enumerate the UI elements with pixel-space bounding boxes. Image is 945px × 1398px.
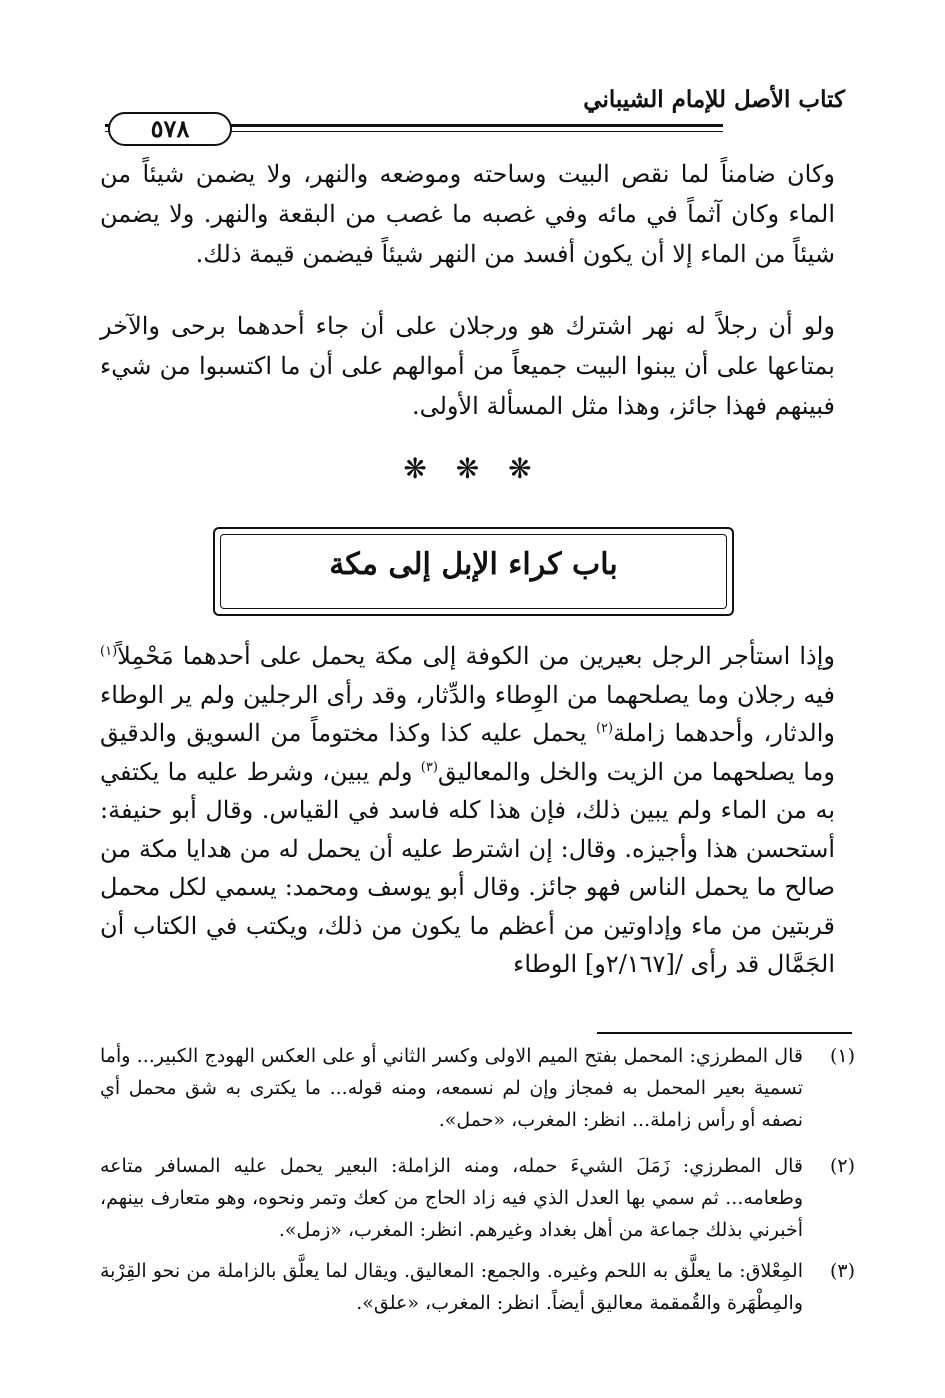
section-separator-ornament: ❋ ❋ ❋ [403,452,542,485]
running-title: كتاب الأصل للإمام الشيباني [583,86,845,113]
footnote-2 [100,1150,855,1246]
chapter-heading-frame [213,527,734,616]
footnote-number: (١) [829,1045,855,1067]
footnote-3 [100,1255,855,1319]
chapter-title: باب كراء الإبل إلى مكة [329,547,618,582]
footnote-text: قال المطرزي: المحمل بفتح الميم الاولى وكسر الثاني أو على العكس الهودج الكبير... وأما تسمية بعير المحمل به فمجاز وإن لم نسمعه، ومنه قوله... ما يكترى به شق محمل أي نصفه أو رأس زاملة... انظر: المغرب، «حمل». [100,1045,803,1131]
footnote-number: (٢) [829,1155,855,1177]
footnote-1 [100,1040,855,1136]
footnote-separator [597,1032,852,1034]
footnote-ref-3[interactable]: (٣) [420,759,438,775]
page-number: ٥٧٨ [108,112,232,146]
paragraph-text: وإذا استأجر الرجل بعيرين من الكوفة إلى مكة يحمل على أحدهما مَحْمِلاً [117,642,835,670]
paragraph-text: يحمل عليه كذا وكذا مختوماً من السويق والدقيق وما يصلحهما من الزيت والخل والمعاليق [100,719,836,786]
body-paragraph-2: ولو أن رجلاً له نهر اشترك هو ورجلان على أن جاء أحدهما برحى والآخر بمتاعها على أن يبنوا البيت جميعاً من أموالهم على أن ما اكتسبوا من شيء فبينهم فهذا جائز، وهذا مثل المسألة الأولى. [100,312,835,420]
footnote-text: قال المطرزي: زَمَلَ الشيءَ حمله، ومنه الزاملة: البعير يحمل عليه المسافر متاعه وطعامه... ثم سمي بها العدل الذي فيه زاد الحاج من كعك وتمر ونحوه، وهو متعارف بينهم، أخبرني بذلك جماعة من أهل بغداد وغيرهم. انظر: المغرب، «زمل». [100,1155,803,1241]
body-paragraph-1: وكان ضامناً لما نقص البيت وساحته وموضعه والنهر، ولا يضمن شيئاً من الماء وكان آثماً في مائه وفي غصبه ما غصب من البقعة والنهر. ولا يضمن شيئاً من الماء إلا أن يكون أفسد من النهر شيئاً فيضمن قيمة ذلك. [100,160,835,268]
footnote-number: (٣) [829,1260,855,1282]
footnote-ref-2[interactable]: (٢) [595,721,614,736]
paragraph-text: فيه رجلان وما يصلحهما من الوِطاء والدِّثار، وقد رأى الرجلين ولم ير الوطاء والدثار، وأحدهما زاملة [100,680,835,747]
paragraph-text: ولم يبين، وشرط عليه ما يكتفي به من الماء ولم يبين ذلك، فإن هذا كله فاسد في القياس. وقال أبو حنيفة: أستحسن هذا وأجيزه. وقال: إن اشترط عليه أن يحمل له من هدايا مكة من صالح ما يحمل الناس فهو جائز. وقال أبو يوسف ومحمد: يسمي لكل محمل قربتين من ماء وإداوتين من أعظم ما يكون من ذلك، ويكتب في الكتاب أن الجَمَّال قد رأى /[٢/١٦٧و] الوطاء [100,757,835,978]
footnote-text: المِعْلاق: ما يعلَّق به اللحم وغيره. والجمع: المعاليق. ويقال لما يعلَّق بالزاملة من نحو القِرْبة والمِطْهَرة والقُمقمة معاليق أيضاً. انظر: المغرب، «علق». [100,1260,803,1314]
footnote-ref-1[interactable]: (١) [100,644,118,659]
body-paragraph-3 [100,637,835,984]
